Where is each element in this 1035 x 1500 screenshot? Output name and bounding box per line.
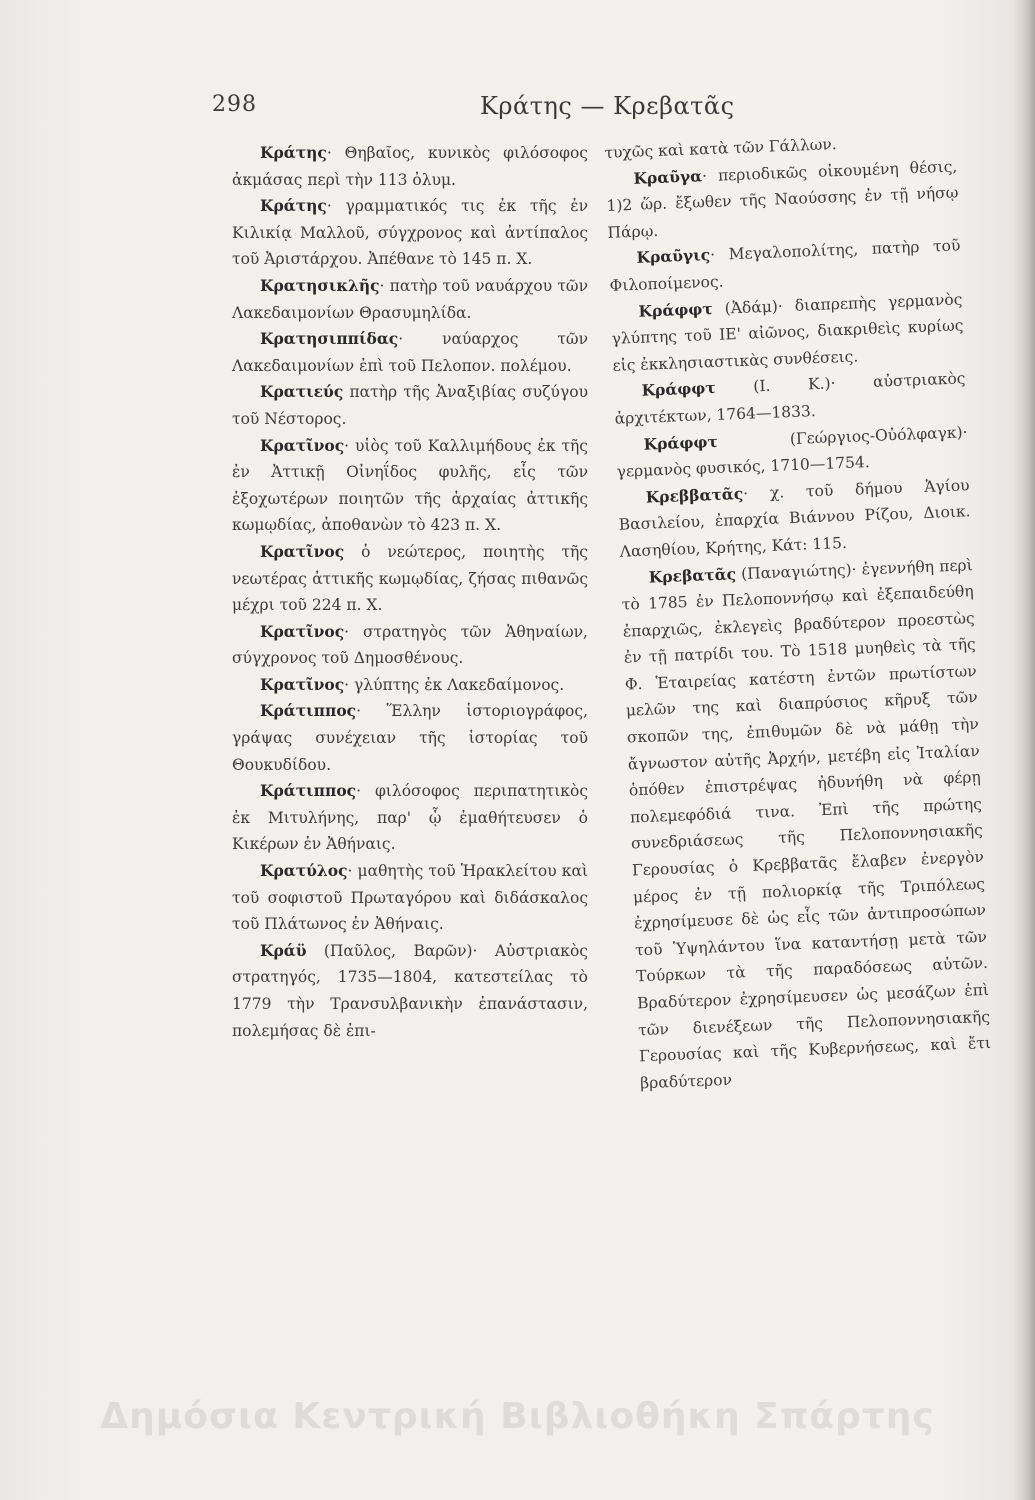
library-watermark: Δημόσια Κεντρική Βιβλιοθήκη Σπάρτης [100,1396,935,1437]
dictionary-entry [232,140,588,193]
entry-headword: Κρατησικλῆς [260,275,380,295]
entry-text: ὁ νεώτερος, ποιητὴς τῆς νεωτέρας ἀττικῆς κωμῳδίας, ζήσας πιθανῶς μέχρι τοῦ 224 π. Χ. [232,542,588,615]
dictionary-entry [232,778,588,858]
dictionary-entry [232,433,588,539]
entry-text: · υἱὸς τοῦ Καλλιμήδους ἐκ τῆς ἐν Ἀττικῇ Οἰνηΐδος φυλῆς, εἷς τῶν ἐξοχωτέρων ποιητῶν τῆς ἀρχαίας ἀττικῆς κωμῳδίας, ἀποθανὼν τὸ 423 π. Χ. [232,436,588,535]
entry-headword: Κράϋ [260,940,307,960]
page-header [212,92,772,128]
right-column [604,126,992,1096]
dictionary-entry [232,619,588,672]
left-column [232,140,588,1044]
entry-headword: Κράφφτ [638,298,714,321]
dictionary-entry [605,153,960,246]
entry-headword: Κρατῖνος [260,541,345,561]
dictionary-entry [232,938,588,1044]
entry-headword: Κρεββατᾶς [645,483,744,507]
entry-text: (Ι. Κ.)· αὐστριακὸς ἀρχιτέκτων, 1764—1833. [614,369,966,428]
entry-headword: Κράτιππος [260,781,357,801]
entry-headword: Κράτης [260,196,327,216]
entry-text: · γραμματικός τις ἐκ τῆς ἐν Κιλικίᾳ Μαλλοῦ, σύγχρονος καὶ ἀντίπαλος τοῦ Ἀριστάρχου. Ἀπέθανε τὸ 145 π. Χ. [232,197,588,269]
dictionary-entry [617,472,972,565]
entry-headword: Κρατησιππίδας [260,329,399,349]
entry-headword: Κρατῖνος [260,435,345,455]
entry-text: (Ἀδάμ)· διαπρεπὴς γερμανὸς γλύπτης τοῦ ΙΕ' αἰῶνος, διακριθεὶς κυρίως εἰς ἐκκλησιαστικὰς συνθέσεις. [611,289,964,375]
dictionary-entry [232,379,588,432]
dictionary-entry [620,552,992,1097]
entry-headword: Κραῦγις [636,245,711,268]
entry-headword: Κρατῖνος [260,674,345,694]
entry-text: πατὴρ τῆς Ἀναξιβίας συζύγου τοῦ Νέστορος. [232,383,588,428]
entry-text: · Ἕλλην ἱστοριογράφος, γράψας συνέχειαν τῆς ἱστορίας τοῦ Θουκυδίδου. [232,702,588,774]
entry-text: · ναύαρχος τῶν Λακεδαιμονίων ἐπὶ τοῦ Πελοπον. πολέμου. [232,330,588,375]
entry-headword: Κράτιππος [260,701,357,721]
entry-text: · στρατηγὸς τῶν Ἀθηναίων, σύγχρονος τοῦ Δημοσθένους. [232,622,588,668]
page-edge-shadow [1013,0,1035,1500]
page-number: 298 [212,92,257,117]
entry-text: (Παναγιώτης)· ἐγεννήθη περὶ τὸ 1785 ἐν Πελοποννήσῳ καὶ ἐξεπαιδεύθη ἐπαρχιῶς, ἐκλεγεὶς βραδύτερον προεστὼς ἐν τῇ πατρίδι του. Τὸ 1518 μυηθεὶς τὰ τῆς Φ. Ἑταιρείας κατέστη ἐντῶν πρωτίστων μελῶν της καὶ διαπρύσιος κῆρυξ τῶν σκοπῶν της, ἐπιθυμῶν δὲ νὰ μάθῃ τὴν ἄγνωστον αὐτῆς Ἀρχήν, μετέβη εἰς Ἰταλίαν ὁπόθεν ἐπιστρέψας ἠδυνήθη νὰ φέρῃ πολεμεφόδιά τινα. Ἐπὶ τῆς πρώτης συνεδριάσεως τῆς Πελοποννησιακῆς Γερουσίας ὁ Κρεββατᾶς ἔλαβεν ἐνεργὸν μέρος ἐν τῇ πολιορκίᾳ τῆς Τριπόλεως ἐχρησίμευσε δὲ ὡς εἷς τῶν ἀντιπροσώπων τοῦ Ὑψηλάντου ἵνα καταντήσῃ μετὰ τῶν Τούρκων τὰ τῆς παραδόσεως αὐτῶν. Βραδύτερον ἐχρησίμευσεν ὡς μεσάζων ἐπὶ τῶν διενέξεων τῆς Πελοποννησιακῆς Γερουσίας καὶ τῆς Κυβερνήσεως, καὶ ἔτι βραδύτερον [621,555,992,1093]
dictionary-entry [232,858,588,938]
entry-text: · πατὴρ τοῦ ναυάρχου τῶν Λακεδαιμονίων Θρασυμηλίδα. [232,276,588,322]
entry-text: · περιοδικῶς οἰκουμένη θέσις, 1)2 ὥρ. ἔξωθεν τῆς Ναούσσης ἐν τῇ νήσῳ Πάρῳ. [606,157,959,242]
dictionary-entry [232,698,588,778]
dictionary-entry [232,326,588,379]
entry-headword: Κρατῖνος [260,621,345,641]
running-head: Κράτης — Κρεβατᾶς [480,92,735,120]
entry-headword: Κρατύλος [260,861,348,881]
dictionary-entry [232,193,588,273]
entry-text: · Μεγαλοπολίτης, πατὴρ τοῦ Φιλοποίμενος. [609,236,961,295]
entry-headword: Κρατιεύς [260,382,344,402]
entry-text: · χ. τοῦ δήμου Ἁγίου Βασιλείου, ἐπαρχία Βιάννου Ρίζου, Διοικ. Λασηθίου, Κρήτης, Κάτ: 115. [618,475,971,561]
entry-text: τυχῶς καὶ κατὰ τῶν Γάλλων. [604,135,838,162]
entry-text: · Θηβαῖος, κυνικὸς φιλόσοφος ἀκμάσας περὶ τὴν 113 ὀλυμ. [232,144,588,189]
entry-headword: Κράφφτ [641,378,717,401]
dictionary-entry [610,286,965,379]
entry-headword: Κράφφτ [643,431,719,454]
entry-headword: Κράτης [260,143,327,162]
entry-headword: Κραῦγα [633,165,703,188]
entry-text: · μαθητὴς τοῦ Ἡρακλείτου καὶ τοῦ σοφιστοῦ Πρωταγόρου καὶ διδάσκαλος τοῦ Πλάτωνος ἐν Ἀθήναις. [232,862,588,934]
entry-text: · φιλόσοφος περιπατητικὸς ἐκ Μιτυλήνης, παρ' ᾧ ἐμαθήτευσεν ὁ Κικέρων ἐν Ἀθήναις. [232,782,588,854]
dictionary-entry [232,539,588,619]
dictionary-entry [232,273,588,326]
entry-headword: Κρεβατᾶς [648,563,737,587]
entry-text: · γλύπτης ἐκ Λακεδαίμονος. [344,675,565,694]
dictionary-entry [232,672,588,699]
entry-text: (Παῦλος, Βαρῶν)· Αὐστριακὸς στρατηγός, 1735—1804, κατεστείλας τὸ 1779 τὴν Τρανσυλβανικὴν ἐπανάστασιν, πολεμήσας δὲ ἐπι- [232,941,588,1040]
entry-text: (Γεώργιος-Οὐόλφαγκ)· γερμανὸς φυσικός, 1710—1754. [616,422,968,481]
